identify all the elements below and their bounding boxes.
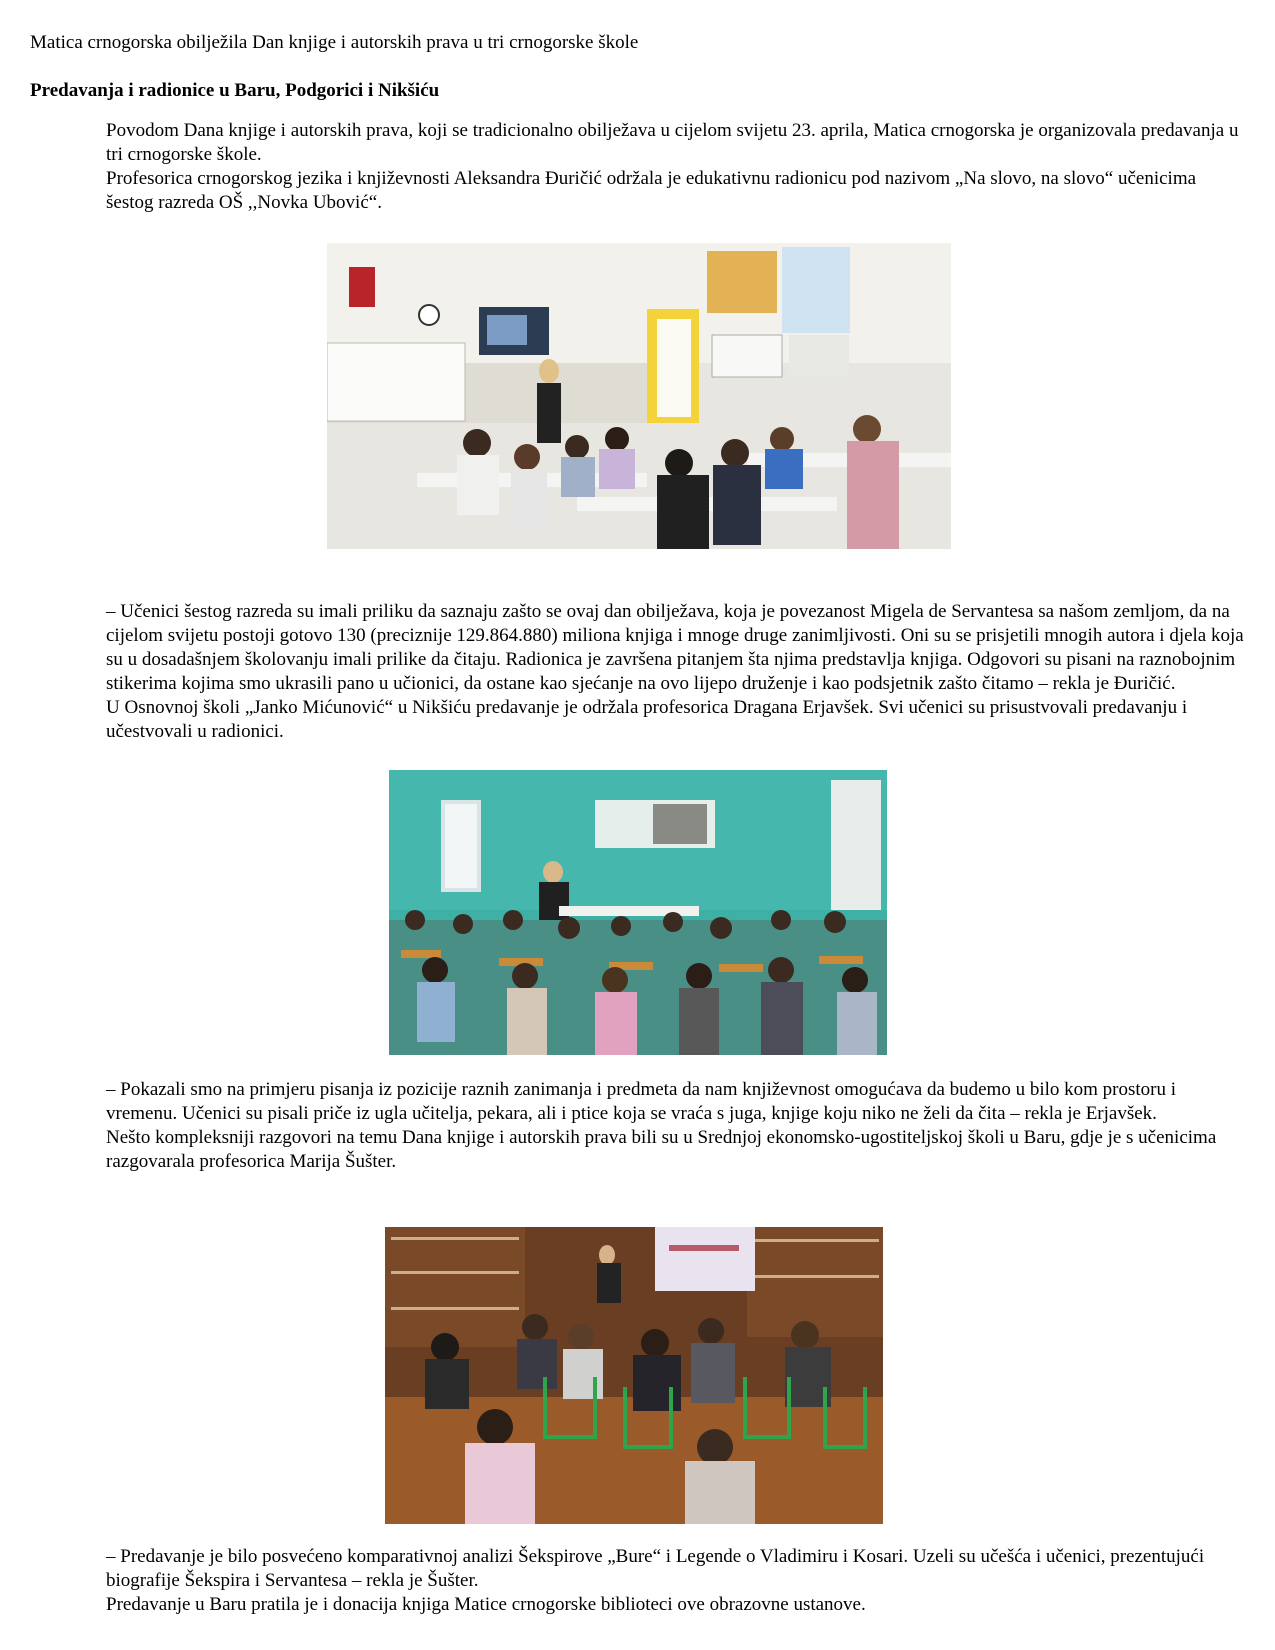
paragraph-middle	[30, 600, 1245, 744]
paragraph-4b: Predavanje u Baru pratila je i donacija knjiga Matice crnogorske biblioteci ove obrazovne ustanove.	[106, 1594, 866, 1615]
paragraph-1a: Povodom Dana knjige i autorskih prava, koji se tradicionalno obilježava u cijelom svijetu 23. aprila, Matica crnogorska je organizovala predavanja u tri crnogorske škole.	[106, 120, 1239, 165]
projector-workshop-photo	[389, 770, 887, 1055]
article-title: Matica crnogorska obilježila Dan knjige i autorskih prava u tri crnogorske škole	[30, 32, 639, 53]
paragraph-3a: – Pokazali smo na primjeru pisanja iz pozicije raznih zanimanja i predmeta da nam književnost omogućava da budemo u bilo kom prostoru i vremenu. Učenici su pisali priče iz ugla učitelja, pekara, ali i ptice koja se vraća s juga, knjige koju niko ne želi da čita – rekla je Erjavšek.	[106, 1079, 1177, 1124]
paragraph-3b: Nešto kompleksniji razgovori na temu Dana knjige i autorskih prava bili su u Srednjoj ekonomsko-ugostiteljskoj školi u Baru, gdje je s učenicima razgovarala profesorica Marija Šušter.	[106, 1127, 1217, 1172]
library-lecture-photo	[385, 1227, 883, 1524]
classroom-lecture-photo	[327, 243, 951, 549]
paragraph-1b: Profesorica crnogorskog jezika i književnosti Aleksandra Đuričić održala je edukativnu radionicu pod nazivom „Na slovo, na slovo“ učenicima šestog razreda OŠ ,,Novka Ubović“.	[106, 168, 1197, 213]
paragraph-2a: – Učenici šestog razreda su imali priliku da saznaju zašto se ovaj dan obilježava, koja je povezanost Migela de Servantesa sa našom zemljom, da na cijelom svijetu postoji gotovo 130 (preciznije 129.864.880) miliona knjiga i mnoge druge zanimljivosti. Oni su se prisjetili mnogih autora i djela koja su u dosadašnjem školovanju imali prilike da čitaju. Radionica je završena pitanjem šta njima predstavlja knjiga. Odgovori su pisani na raznobojnim stikerima kojima smo ukrasili pano u učionici, da ostane kao sjećanje na ovo lijepo druženje i kao podsjetnik zašto čitamo – rekla je Đuričić.	[106, 601, 1244, 694]
paragraph-intro	[30, 119, 1245, 215]
paragraph-third	[30, 1078, 1245, 1174]
article-subtitle: Predavanja i radionice u Baru, Podgorici i Nikšiću	[30, 80, 440, 101]
paragraph-4a: – Predavanje je bilo posvećeno komparativnoj analizi Šekspirove „Bure“ i Legende o Vladimiru i Kosari. Uzeli su učešća i učenici, prezentujući biografije Šekspira i Servantesa – rekla je Šušter.	[106, 1546, 1205, 1591]
paragraph-2b: U Osnovnoj školi „Janko Mićunović“ u Nikšiću predavanje je održala profesorica Dragana Erjavšek. Svi učenici su prisustvovali predavanju i učestvovali u radionici.	[106, 697, 1188, 742]
paragraph-closing	[30, 1545, 1245, 1617]
